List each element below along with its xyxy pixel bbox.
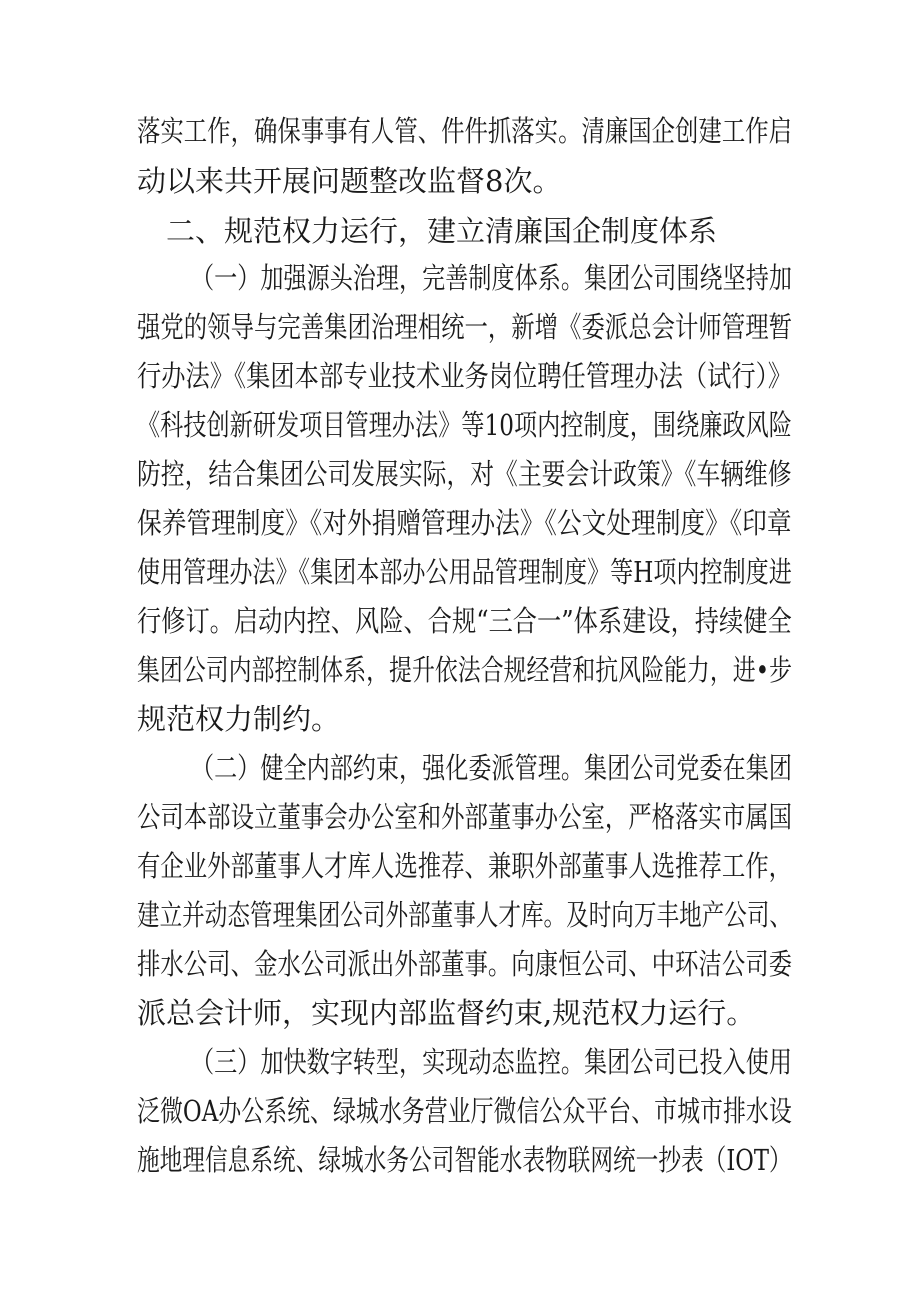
body-text-line: 公司本部设立董事会办公室和外部董事办公室，严格落实市属国	[137, 800, 793, 834]
body-text-line: 有企业外部董事人才库人选推荐、兼职外部董事人选推荐工作，	[137, 849, 793, 883]
body-text-line: 强党的领导与完善集团治理相统一，新增《委派总会计师管理暂	[137, 310, 793, 344]
body-text-line: 建立并动态管理集团公司外部董事人才库。及时向万丰地产公司、	[137, 898, 793, 932]
body-text-line: 动以来共开展问题整改监督8次。	[137, 164, 562, 198]
body-text-line: 使用管理办法》《集团本部办公用品管理制度》等H项内控制度进	[137, 555, 792, 589]
body-text-line: 保养管理制度》《对外捐赠管理办法》《公文处理制度》《印章	[137, 506, 792, 540]
paragraph-lead-line: （三）加快数字转型，实现动态监控。集团公司已投入使用	[191, 1045, 793, 1079]
body-text-line: 派总会计师，实现内部监督约束,规范权力运行。	[137, 996, 756, 1030]
body-text-line: 集团公司内部控制体系，提升依法合规经营和抗风险能力，进•步	[137, 653, 793, 687]
body-text-line: 行办法》《集团本部专业技术业务岗位聘任管理办法（试行）》	[137, 359, 793, 393]
section-heading: 二、规范权力运行，建立清廉国企制度体系	[166, 214, 718, 248]
body-text-line: 防控，结合集团公司发展实际，对《主要会计政策》《车辆维修	[137, 457, 792, 491]
body-text-line: 排水公司、金水公司派出外部董事。向康恒公司、中环洁公司委	[137, 947, 793, 981]
body-text-line: 《科技创新研发项目管理办法》等10项内控制度，围绕廉政风险	[137, 408, 792, 442]
paragraph-lead-line: （二）健全内部约束，强化委派管理。集团公司党委在集团	[191, 751, 793, 785]
body-text-line: 落实工作，确保事事有人管、件件抓落实。清廉国企创建工作启	[137, 114, 793, 148]
body-text-line: 泛微OA办公系统、绿城水务营业厅微信公众平台、市城市排水设	[137, 1094, 792, 1128]
body-text-line: 行修订。启动内控、风险、合规“三合一”体系建设，持续健全	[137, 604, 792, 638]
paragraph-lead-line: （一）加强源头治理，完善制度体系。集团公司围绕坚持加	[191, 261, 793, 295]
body-text-line: 规范权力制约。	[137, 702, 341, 736]
body-text-line: 施地理信息系统、绿城水务公司智能水表物联网统一抄表（IOT）	[137, 1143, 792, 1177]
